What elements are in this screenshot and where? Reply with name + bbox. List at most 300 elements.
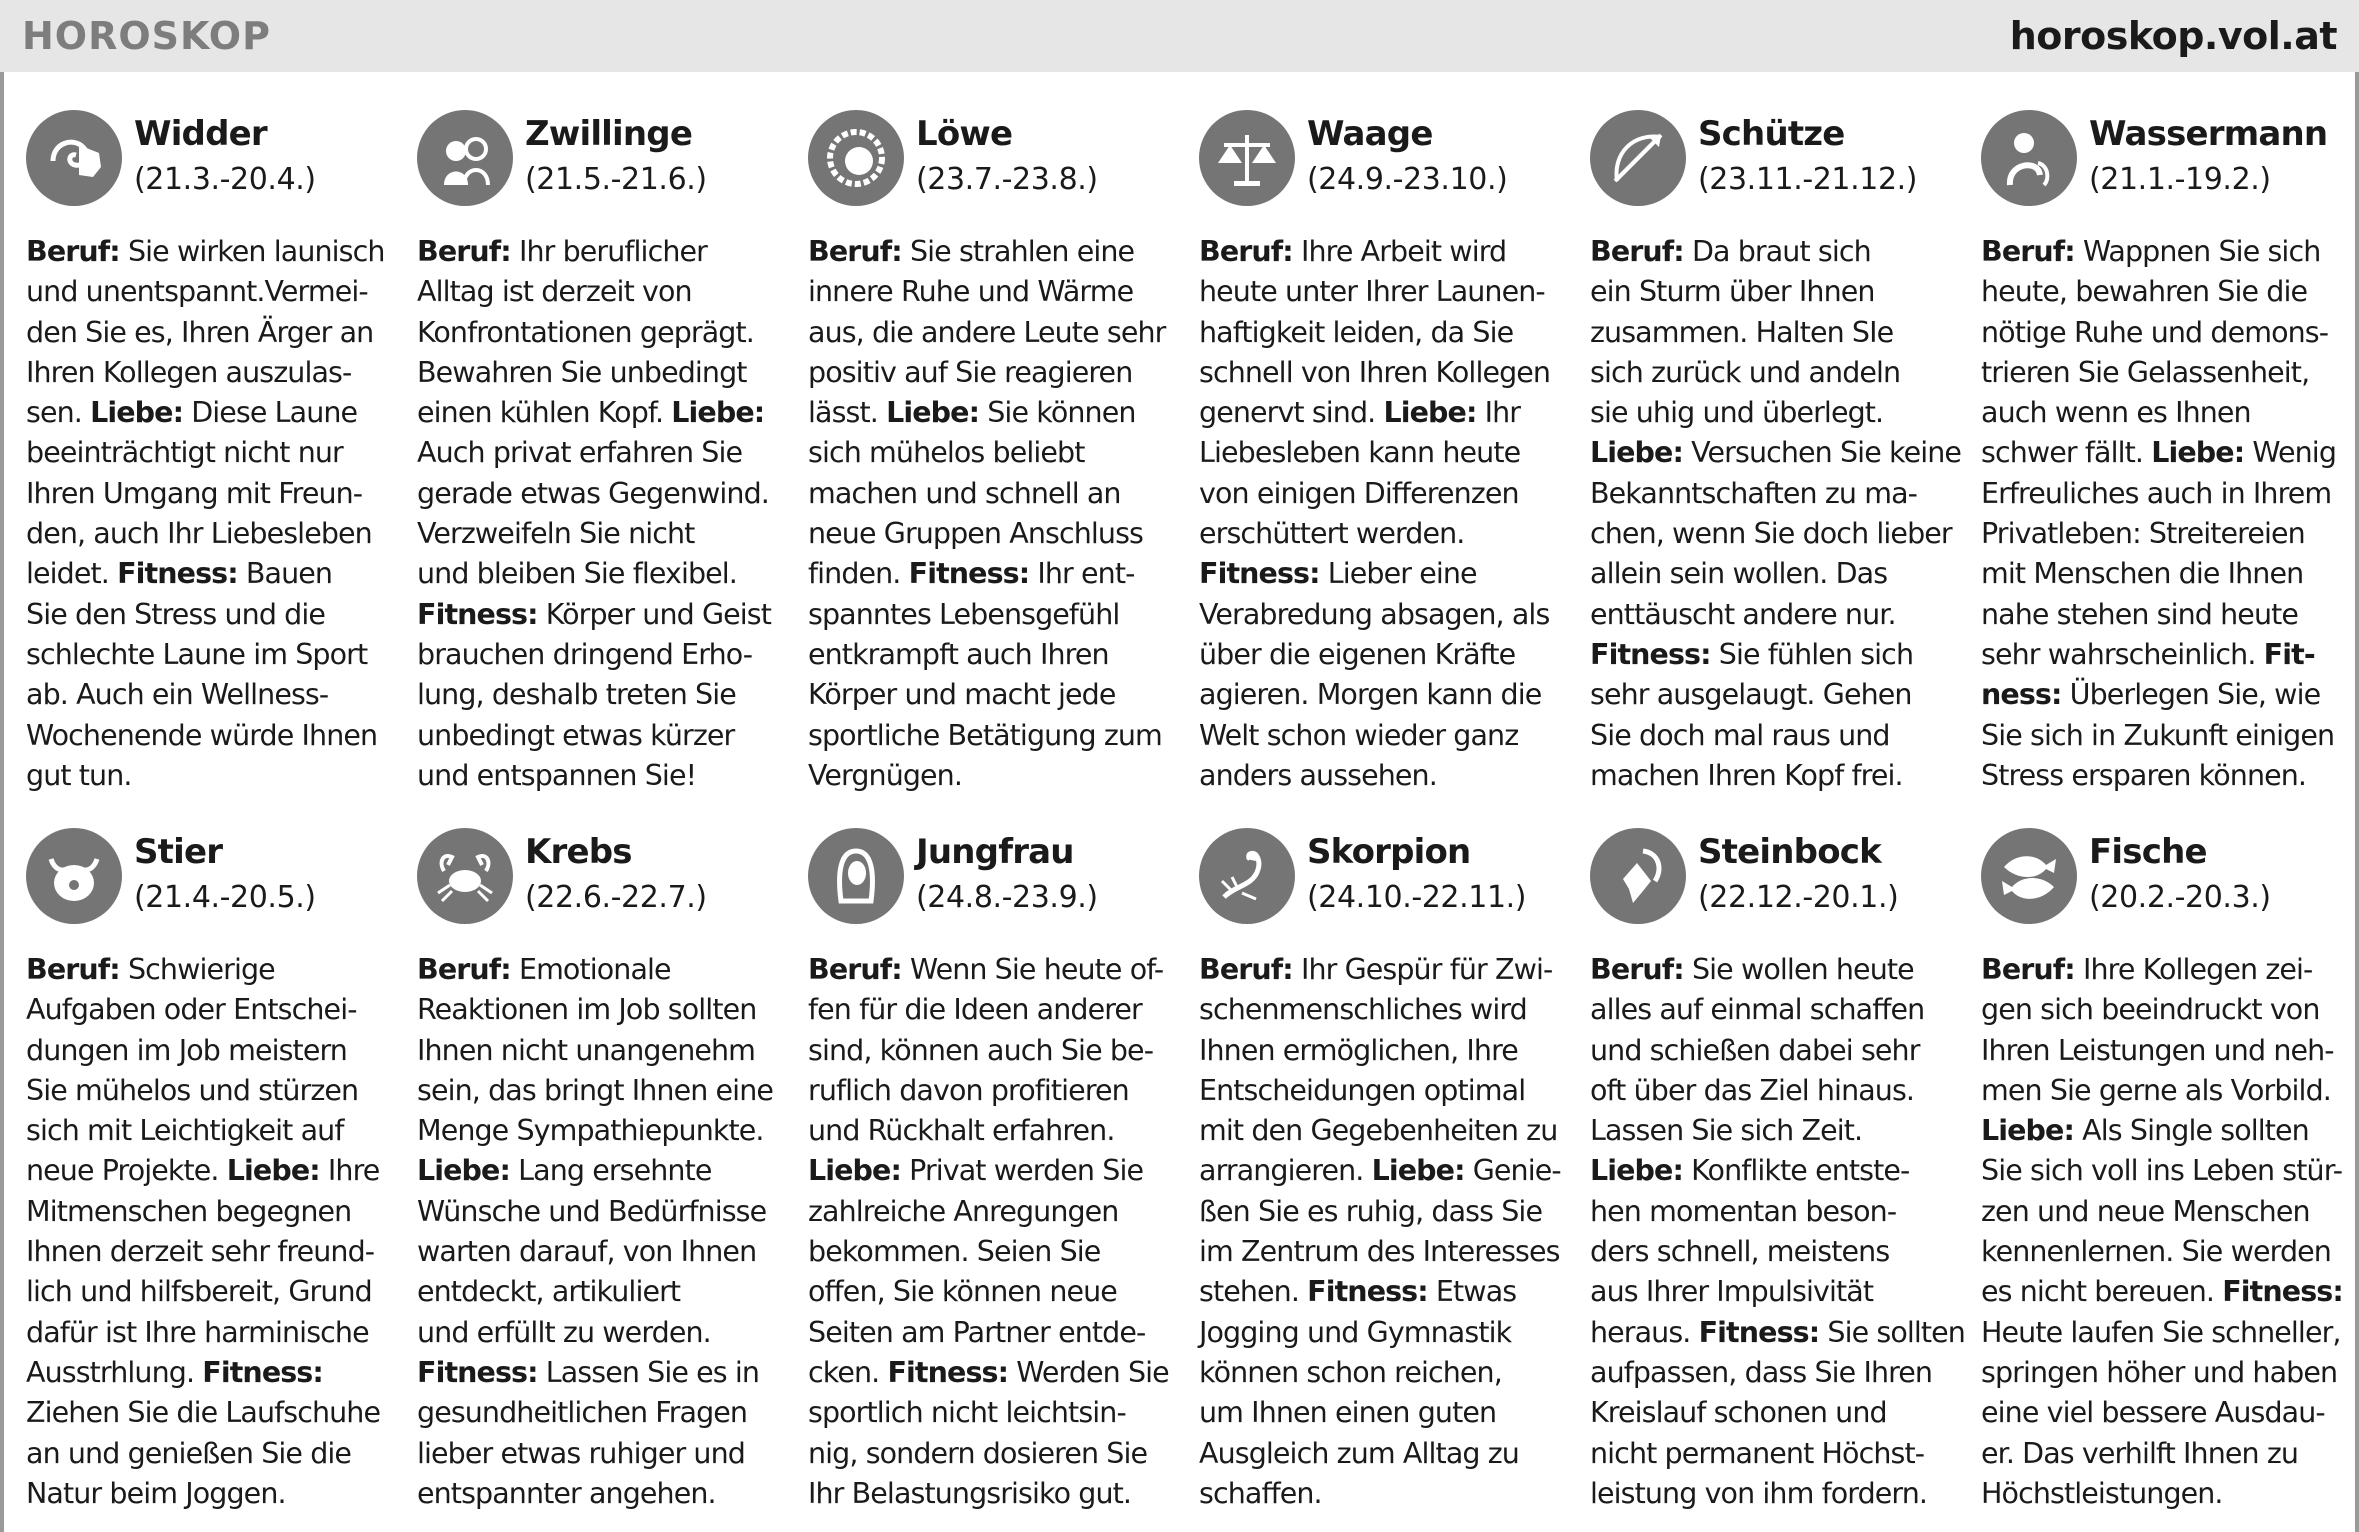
text-line xyxy=(1199,1272,1569,1312)
text-segment: zusammen. Halten SIe xyxy=(1590,315,1894,349)
text-line xyxy=(26,595,396,635)
text-line xyxy=(1590,675,1960,715)
text-line xyxy=(808,1151,1178,1191)
text-line xyxy=(1590,1474,1960,1514)
sign-header xyxy=(417,110,787,214)
water-bearer-icon xyxy=(1981,110,2077,206)
text-segment: brauchen dringend Erho- xyxy=(417,637,753,671)
horoscope-wassermann xyxy=(1981,110,2351,796)
text-line xyxy=(1199,716,1569,756)
text-segment: heute unter Ihrer Launen- xyxy=(1199,275,1545,309)
text-segment: sich mit Leichtigkeit auf xyxy=(26,1114,344,1148)
text-segment: dungen im Job meistern xyxy=(26,1033,347,1067)
text-segment: ein Sturm über Ihnen xyxy=(1590,275,1875,309)
text-segment: hen momentan beson- xyxy=(1590,1194,1897,1228)
sign-name: Waage xyxy=(1307,114,1433,154)
text-line xyxy=(1199,474,1569,514)
sign-name: Fische xyxy=(2089,832,2207,872)
text-segment: Bekanntschaften zu ma- xyxy=(1590,476,1918,510)
text-segment: Etwas xyxy=(1427,1275,1517,1309)
sign-name: Löwe xyxy=(916,114,1013,154)
sign-name: Stier xyxy=(134,832,223,872)
text-segment: Ihren Umgang mit Freun- xyxy=(26,476,363,510)
text-line xyxy=(1590,474,1960,514)
horoscope-text xyxy=(1981,950,2351,1514)
horoscope-text xyxy=(1199,950,1569,1514)
text-segment: positiv auf Sie reagieren xyxy=(808,355,1133,389)
text-segment: Sie doch mal raus und xyxy=(1590,718,1890,752)
horoscope-jungfrau xyxy=(808,828,1178,1514)
text-segment: sind, können auch Sie be- xyxy=(808,1033,1154,1067)
category-label: Fitness: xyxy=(1199,557,1320,591)
text-segment: sie uhig und überlegt. xyxy=(1590,396,1884,430)
sign-name: Jungfrau xyxy=(916,832,1074,872)
text-segment: nahe stehen sind heute xyxy=(1981,597,2299,631)
text-segment: enttäuscht andere nur. xyxy=(1590,597,1896,631)
text-segment: beeinträchtigt nicht nur xyxy=(26,436,343,470)
text-line xyxy=(1590,1031,1960,1071)
text-line xyxy=(1981,313,2351,353)
text-line xyxy=(417,1393,787,1433)
text-line xyxy=(26,514,396,554)
text-segment: ßen Sie es ruhig, dass Sie xyxy=(1199,1194,1543,1228)
text-segment: Welt schon wieder ganz xyxy=(1199,718,1519,752)
text-line xyxy=(1590,1393,1960,1433)
text-line xyxy=(1590,1111,1960,1151)
text-segment: Diese Laune xyxy=(183,396,358,430)
text-line xyxy=(1981,1111,2351,1151)
text-segment: Lassen Sie es in xyxy=(537,1355,760,1389)
text-line xyxy=(808,716,1178,756)
horoscope-fische xyxy=(1981,828,2351,1514)
category-label: Beruf: xyxy=(808,235,902,268)
text-segment: dafür ist Ihre harminische xyxy=(26,1315,369,1349)
text-line xyxy=(26,1071,396,1111)
text-line xyxy=(1981,756,2351,796)
text-segment: Körper und macht jede xyxy=(808,678,1116,712)
text-segment: Privat werden Sie xyxy=(901,1154,1144,1188)
text-segment: leistung von ihm fordern. xyxy=(1590,1476,1928,1510)
text-segment: über die eigenen Kräfte xyxy=(1199,637,1516,671)
text-line xyxy=(417,1313,787,1353)
category-label: Fitness: xyxy=(417,597,538,631)
text-segment: Ihr Belastungsrisiko gut. xyxy=(808,1476,1132,1510)
text-segment: Liebesleben kann heute xyxy=(1199,436,1521,470)
text-segment: nicht permanent Höchst- xyxy=(1590,1436,1925,1470)
horoscope-text xyxy=(417,950,787,1514)
category-label: Liebe: xyxy=(417,1154,510,1188)
text-segment: Sie strahlen eine xyxy=(901,235,1135,268)
text-segment: Ihr beruflicher xyxy=(510,235,707,268)
text-line xyxy=(1199,1031,1569,1071)
text-segment: haftigkeit leiden, da Sie xyxy=(1199,315,1514,349)
text-segment: Genie- xyxy=(1464,1154,1561,1188)
twins-icon xyxy=(417,110,513,206)
category-label: Liebe: xyxy=(90,396,184,430)
text-line xyxy=(26,675,396,715)
text-segment: arrangieren. xyxy=(1199,1154,1372,1188)
text-line xyxy=(1590,554,1960,594)
horoscope-text xyxy=(1199,232,1569,796)
text-segment: Ihr ent- xyxy=(1029,557,1135,591)
sign-date-range: (21.5.-21.6.) xyxy=(525,162,707,197)
text-segment: heraus. xyxy=(1590,1315,1699,1349)
text-line xyxy=(1981,232,2351,272)
text-line xyxy=(417,950,787,990)
text-line xyxy=(1981,474,2351,514)
text-line xyxy=(417,514,787,554)
sign-date-range: (23.7.-23.8.) xyxy=(916,162,1098,197)
text-line xyxy=(1981,393,2351,433)
text-line xyxy=(808,1434,1178,1474)
text-line xyxy=(26,1272,396,1312)
text-segment: innere Ruhe und Wärme xyxy=(808,275,1134,309)
text-segment: Sie sollten xyxy=(1819,1315,1965,1349)
text-line xyxy=(1981,990,2351,1030)
text-line xyxy=(1199,1192,1569,1232)
text-segment: gerade etwas Gegenwind. xyxy=(417,476,769,510)
category-label: Liebe: xyxy=(1590,1154,1683,1188)
text-segment: Körper und Geist xyxy=(537,597,772,631)
text-line xyxy=(808,232,1178,272)
text-line xyxy=(417,1111,787,1151)
text-segment: machen Ihren Kopf frei. xyxy=(1590,758,1903,792)
text-segment: und erfüllt zu werden. xyxy=(417,1315,711,1349)
horoscope-text xyxy=(1590,232,1960,796)
horoscope-grid xyxy=(4,72,2355,1532)
category-label: Beruf: xyxy=(26,953,120,986)
text-line xyxy=(808,514,1178,554)
text-line xyxy=(417,1434,787,1474)
text-segment: Lang ersehnte xyxy=(510,1154,712,1188)
text-segment: er. Das verhilft Ihnen zu xyxy=(1981,1436,2299,1470)
text-line xyxy=(808,1313,1178,1353)
horoscope-text xyxy=(26,950,396,1514)
text-line xyxy=(1590,393,1960,433)
text-segment: Erfreuliches auch in Ihrem xyxy=(1981,476,2332,510)
text-line xyxy=(1981,950,2351,990)
text-line xyxy=(1981,272,2351,312)
text-segment: Ihre Kollegen zei- xyxy=(2074,953,2313,986)
text-segment: Jogging und Gymnastik xyxy=(1199,1315,1512,1349)
text-segment: Emotionale xyxy=(510,953,671,986)
text-line xyxy=(26,1232,396,1272)
text-segment: allein sein wollen. Das xyxy=(1590,557,1888,591)
text-segment: um Ihnen einen guten xyxy=(1199,1396,1497,1430)
text-segment: aufpassen, dass Sie Ihren xyxy=(1590,1355,1933,1389)
text-line xyxy=(26,1393,396,1433)
horoscope-text xyxy=(808,232,1178,796)
text-line xyxy=(1590,1192,1960,1232)
text-line xyxy=(1981,1031,2351,1071)
category-label: Fitness: xyxy=(908,557,1030,591)
category-label: Liebe: xyxy=(671,396,765,430)
text-segment: fen für die Ideen anderer xyxy=(808,993,1142,1027)
text-segment: Verabredung absagen, als xyxy=(1199,597,1550,631)
text-line xyxy=(1199,353,1569,393)
text-segment: Mitmenschen begegnen xyxy=(26,1194,352,1228)
text-segment: Konfrontationen geprägt. xyxy=(417,315,754,349)
text-segment: anders aussehen. xyxy=(1199,758,1437,792)
text-line xyxy=(417,1151,787,1191)
text-line xyxy=(26,313,396,353)
text-line xyxy=(1981,1151,2351,1191)
page-title: HOROSKOP xyxy=(22,14,271,58)
text-line xyxy=(1199,1393,1569,1433)
text-segment: sehr wahrscheinlich. xyxy=(1981,637,2264,671)
text-line xyxy=(417,1031,787,1071)
text-line xyxy=(26,1313,396,1353)
bull-icon xyxy=(26,828,122,924)
text-line xyxy=(1981,1192,2351,1232)
text-segment: Heute laufen Sie schneller, xyxy=(1981,1315,2341,1349)
site-url[interactable]: horoskop.vol.at xyxy=(2009,14,2337,58)
sign-header xyxy=(1981,110,2351,214)
text-segment: Ihnen ermöglichen, Ihre xyxy=(1199,1033,1518,1067)
text-line xyxy=(417,232,787,272)
text-line xyxy=(1590,1434,1960,1474)
sign-header xyxy=(1199,828,1569,932)
category-label: Beruf: xyxy=(1590,235,1684,268)
text-line xyxy=(26,1434,396,1474)
text-line xyxy=(808,675,1178,715)
text-segment: sen. xyxy=(26,396,91,430)
text-segment: agieren. Morgen kann die xyxy=(1199,678,1542,712)
text-line xyxy=(1981,1434,2351,1474)
text-segment: Sie mühelos und stürzen xyxy=(26,1073,359,1107)
text-segment: Kreislauf schonen und xyxy=(1590,1396,1887,1430)
category-label: Beruf: xyxy=(1199,953,1293,986)
text-segment: entdeckt, artikuliert xyxy=(417,1275,681,1309)
text-line xyxy=(417,595,787,635)
text-line xyxy=(26,1151,396,1191)
text-line xyxy=(1590,756,1960,796)
text-segment: Auch privat erfahren Sie xyxy=(417,436,743,470)
horoscope-lwe xyxy=(808,110,1178,796)
text-segment: ruflich davon profitieren xyxy=(808,1073,1129,1107)
text-segment: machen und schnell an xyxy=(808,476,1121,510)
text-line xyxy=(26,1474,396,1514)
text-line xyxy=(1981,1232,2351,1272)
text-segment: Aufgaben oder Entschei- xyxy=(26,993,357,1027)
category-label: Fitness: xyxy=(202,1355,323,1389)
text-segment: gen sich beeindruckt von xyxy=(1981,993,2320,1027)
text-line xyxy=(1199,313,1569,353)
text-segment: Sie können xyxy=(979,396,1136,430)
text-line xyxy=(417,675,787,715)
text-line xyxy=(1199,393,1569,433)
goat-icon xyxy=(1590,828,1686,924)
sign-header xyxy=(1199,110,1569,214)
horoscope-text xyxy=(417,232,787,796)
sign-date-range: (22.12.-20.1.) xyxy=(1698,880,1899,915)
text-line xyxy=(1199,1474,1569,1514)
text-segment: von einigen Differenzen xyxy=(1199,476,1519,510)
text-segment: sportliche Betätigung zum xyxy=(808,718,1162,752)
sign-date-range: (20.2.-20.3.) xyxy=(2089,880,2271,915)
text-segment: sich zurück und andeln xyxy=(1590,355,1901,389)
category-label: Beruf: xyxy=(417,953,511,986)
text-segment: Menge Sympathiepunkte. xyxy=(417,1114,764,1148)
sign-name: Schütze xyxy=(1698,114,1845,154)
text-segment: Ihr xyxy=(1476,396,1521,430)
text-segment: an und genießen Sie die xyxy=(26,1436,352,1470)
text-line xyxy=(1590,514,1960,554)
text-line xyxy=(1590,635,1960,675)
text-segment: Schwierige xyxy=(119,953,275,986)
text-line xyxy=(26,1031,396,1071)
text-line xyxy=(808,1111,1178,1151)
text-line xyxy=(417,313,787,353)
text-line xyxy=(1199,756,1569,796)
text-line xyxy=(417,1192,787,1232)
sign-header xyxy=(808,828,1178,932)
text-line xyxy=(808,1071,1178,1111)
horoscope-waage xyxy=(1199,110,1569,796)
text-line xyxy=(1199,675,1569,715)
horoscope-text xyxy=(26,232,396,796)
text-line xyxy=(808,1031,1178,1071)
text-line xyxy=(808,393,1178,433)
text-line xyxy=(1590,1071,1960,1111)
category-label: Beruf: xyxy=(808,953,902,986)
text-line xyxy=(808,1272,1178,1312)
category-label: Liebe: xyxy=(1371,1154,1465,1188)
text-line xyxy=(417,353,787,393)
text-line xyxy=(1981,1474,2351,1514)
text-segment: auch wenn es Ihnen xyxy=(1981,396,2251,430)
text-segment: kennenlernen. Sie werden xyxy=(1981,1235,2331,1269)
text-segment: und entspannen Sie! xyxy=(417,758,697,792)
sign-name: Zwillinge xyxy=(525,114,693,154)
category-label: Liebe: xyxy=(1383,396,1477,430)
text-line xyxy=(808,1232,1178,1272)
text-segment: Überlegen Sie, wie xyxy=(2061,678,2321,712)
text-line xyxy=(1199,1313,1569,1353)
text-segment: aus Ihrer Impulsivität xyxy=(1590,1275,1874,1309)
text-segment: sich mühelos beliebt xyxy=(808,436,1085,470)
text-line xyxy=(808,635,1178,675)
text-line xyxy=(1199,1232,1569,1272)
text-segment: Sie sich in Zukunft einigen xyxy=(1981,718,2335,752)
text-segment: Sie wirken launisch xyxy=(119,235,385,268)
category-label: Liebe: xyxy=(226,1154,320,1188)
text-segment: nötige Ruhe und demons- xyxy=(1981,315,2329,349)
text-line xyxy=(1199,1434,1569,1474)
text-line xyxy=(417,474,787,514)
text-segment: und Rückhalt erfahren. xyxy=(808,1114,1115,1148)
sign-date-range: (22.6.-22.7.) xyxy=(525,880,707,915)
text-line xyxy=(1590,433,1960,473)
category-label: Liebe: xyxy=(808,1154,901,1188)
text-segment: ab. Auch ein Wellness- xyxy=(26,678,329,712)
text-segment: Werden Sie xyxy=(1008,1355,1169,1389)
text-segment: Lassen Sie sich Zeit. xyxy=(1590,1114,1863,1148)
text-segment: Privatleben: Streitereien xyxy=(1981,517,2305,551)
text-line xyxy=(26,353,396,393)
fish-icon xyxy=(1981,828,2077,924)
text-line xyxy=(1590,353,1960,393)
text-segment: Lieber eine xyxy=(1319,557,1477,591)
text-line xyxy=(1981,1071,2351,1111)
text-line xyxy=(26,474,396,514)
text-segment: Wünsche und Bedürfnisse xyxy=(417,1194,767,1228)
scales-icon xyxy=(1199,110,1295,206)
text-line xyxy=(417,1232,787,1272)
scorpion-icon xyxy=(1199,828,1295,924)
category-label: Beruf: xyxy=(26,235,120,268)
text-segment: lieber etwas ruhiger und xyxy=(417,1436,745,1470)
text-line xyxy=(1199,595,1569,635)
text-line xyxy=(1590,990,1960,1030)
page-header xyxy=(0,0,2359,72)
ram-icon xyxy=(26,110,122,206)
sign-header xyxy=(1981,828,2351,932)
text-segment: Stress ersparen können. xyxy=(1981,758,2307,792)
text-line xyxy=(417,635,787,675)
text-segment: lung, deshalb treten Sie xyxy=(417,678,736,712)
text-line xyxy=(26,1111,396,1151)
sign-name: Skorpion xyxy=(1307,832,1471,872)
text-segment: schwer fällt. xyxy=(1981,436,2152,470)
text-line xyxy=(1199,272,1569,312)
category-label: Fitness: xyxy=(887,1355,1009,1389)
text-segment: Ausgleich zum Alltag zu xyxy=(1199,1436,1519,1470)
virgin-icon xyxy=(808,828,904,924)
text-segment: alles auf einmal schaffen xyxy=(1590,993,1925,1027)
category-label: Fitness: xyxy=(1590,637,1711,671)
text-line xyxy=(417,272,787,312)
text-segment: nig, sondern dosieren Sie xyxy=(808,1436,1148,1470)
sign-header xyxy=(26,828,396,932)
sign-name: Krebs xyxy=(525,832,632,872)
text-line xyxy=(1590,272,1960,312)
category-label: Liebe: xyxy=(1981,1114,2074,1148)
text-segment: Konflikte entste- xyxy=(1683,1154,1910,1188)
text-segment: heute, bewahren Sie die xyxy=(1981,275,2308,309)
text-line xyxy=(808,1192,1178,1232)
text-segment: Ihre xyxy=(319,1154,380,1188)
text-segment: aus, die andere Leute sehr xyxy=(808,315,1166,349)
horoscope-text xyxy=(1981,232,2351,796)
text-segment: ders schnell, meistens xyxy=(1590,1235,1890,1269)
text-segment: Natur beim Joggen. xyxy=(26,1476,286,1510)
text-segment: Ausstrhlung. xyxy=(26,1355,203,1389)
text-segment: offen, Sie können neue xyxy=(808,1275,1117,1309)
text-segment: genervt sind. xyxy=(1199,396,1384,430)
text-segment: neue Gruppen Anschluss xyxy=(808,517,1143,551)
text-line xyxy=(26,1353,396,1393)
text-segment: spanntes Lebensgefühl xyxy=(808,597,1120,631)
archer-icon xyxy=(1590,110,1686,206)
sign-header xyxy=(1590,828,1960,932)
text-segment: schenmenschliches wird xyxy=(1199,993,1527,1027)
text-line xyxy=(1981,675,2351,715)
text-segment: Alltag ist derzeit von xyxy=(417,275,692,309)
text-segment: zen und neue Menschen xyxy=(1981,1194,2310,1228)
category-label: Fitness: xyxy=(1698,1315,1820,1349)
text-segment: bekommen. Seien Sie xyxy=(808,1235,1101,1269)
text-segment: und unentspannt.Vermei- xyxy=(26,275,368,309)
text-line xyxy=(1199,514,1569,554)
horoscope-steinbock xyxy=(1590,828,1965,1514)
text-line xyxy=(808,1353,1178,1393)
text-line xyxy=(808,353,1178,393)
text-line xyxy=(1981,595,2351,635)
text-segment: Ihnen derzeit sehr freund- xyxy=(26,1235,375,1269)
text-line xyxy=(1590,1272,1960,1312)
text-segment: entspannter angehen. xyxy=(417,1476,716,1510)
